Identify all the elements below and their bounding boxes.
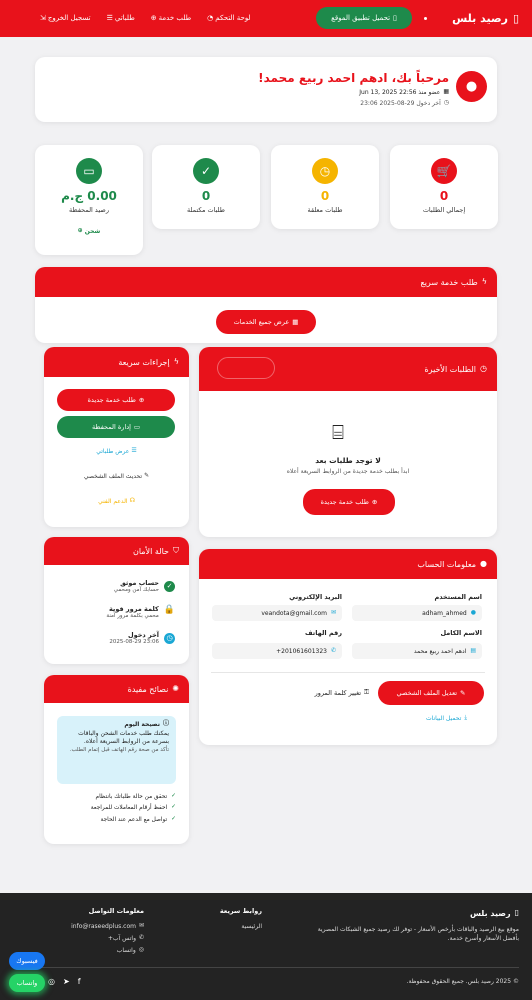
security-header: ⛉ حالة الأمان	[44, 537, 189, 565]
download-data-link[interactable]: ⤓ تحميل البيانات	[425, 714, 467, 722]
clock-icon: ◷	[164, 633, 175, 644]
footer-contact-title: معلومات التواصل	[88, 907, 144, 915]
edit-profile-button[interactable]: ✎ تعديل الملف الشخصي	[378, 681, 484, 705]
security-card	[44, 537, 189, 664]
list-item: ✓ تواصل مع الدعم عند الحاجة	[100, 815, 176, 823]
quick-service-card	[35, 267, 497, 343]
tips-checklist	[91, 794, 176, 823]
clock-icon: ◷	[312, 158, 338, 184]
nav-links	[40, 14, 251, 22]
nav-request-service[interactable]: ⊕ طلب خدمة	[150, 13, 192, 22]
check-circle-icon: ✓	[193, 158, 219, 184]
plus-circle-icon: ⊕	[150, 13, 157, 22]
security-verified: ✓ حساب موثق حسابك آمن ومحمي	[114, 579, 175, 593]
check-circle-icon: ✓	[171, 793, 176, 799]
lightbulb-icon: ✺	[172, 684, 179, 693]
stat-pending-orders: ◷ 0 طلبات معلقة	[271, 145, 379, 229]
footer-links-title: روابط سريعة	[219, 907, 262, 915]
security-last-login: ◷ آخر دخول 23:06 2025-08-29	[109, 631, 175, 645]
stat-total-orders: 🛒 0 إجمالي الطلبات	[390, 145, 498, 229]
floating-facebook-button[interactable]: فيسبوك	[9, 952, 45, 970]
account-info-card	[199, 549, 497, 745]
plus-icon: ⊕	[371, 497, 378, 506]
plus-icon: ⊕	[138, 395, 145, 404]
cart-icon: 🛒	[431, 158, 457, 184]
nav-my-orders[interactable]: ☰ طلباتي	[106, 13, 135, 22]
list-icon: ☰	[131, 447, 137, 454]
username-label: اسم المستخدم	[434, 593, 482, 601]
check-circle-icon: ✓	[171, 815, 176, 822]
username-field: ● adham_ahmed	[352, 605, 482, 621]
user-icon: ●	[465, 79, 478, 94]
shield-icon: ⛉	[173, 546, 179, 555]
action-profile[interactable]: ✎ تحديث الملف الشخصي	[83, 472, 150, 480]
quick-actions-card	[44, 347, 189, 527]
check-circle-icon: ✓	[171, 804, 176, 811]
nav-dot	[424, 17, 427, 20]
phone-field: ✆ +201061601323	[212, 643, 342, 659]
divider	[211, 672, 485, 673]
fullname-field: ▤ ادهم احمد ربيع محمد	[352, 643, 482, 659]
footer-email[interactable]: ✉ info@raseedplus.com	[71, 922, 144, 930]
history-icon: ◷	[480, 364, 487, 373]
footer-brand: ▯ رصيد بلس	[470, 908, 519, 918]
footer	[0, 893, 532, 1000]
user-avatar	[456, 71, 487, 102]
recent-orders-header: ◷ الطلبات الأخيرة	[199, 347, 497, 391]
quick-actions-header: ϟ إجراءات سريعة	[44, 347, 189, 377]
action-wallet[interactable]: ▭ إدارة المحفظة	[57, 416, 175, 438]
footer-whatsapp2[interactable]: ◎ واتساب	[116, 946, 144, 954]
security-password: 🔒 كلمة مرور قوية محمي بكلمة مرور آمنة	[106, 605, 175, 619]
user-icon: ●	[480, 559, 487, 568]
grid-icon: ▦	[292, 317, 299, 326]
envelope-icon: ✉	[330, 609, 336, 616]
phone-icon: ✆	[138, 934, 144, 941]
key-icon: ⚿	[364, 688, 369, 696]
wallet-icon: ▭	[76, 158, 102, 184]
account-info-header: ● معلومات الحساب	[199, 549, 497, 579]
member-since: ▦ عضو منذ Jun 13, 2025 22:56	[359, 88, 449, 96]
mobile-icon: ▯	[393, 13, 397, 22]
plus-icon: ⊕	[77, 227, 83, 234]
user-icon: ●	[470, 609, 476, 616]
user-edit-icon: ✎	[144, 472, 150, 479]
download-app-button[interactable]: ▯ تحميل تطبيق الموقع	[316, 7, 412, 29]
phone-icon: ✆	[330, 647, 336, 654]
telegram-icon[interactable]: ➤	[62, 977, 70, 986]
bolt-icon: ϟ	[481, 277, 487, 286]
social-icons	[48, 977, 81, 986]
list-item: ✓ تحقق من حالة طلباتك بانتظام	[95, 793, 176, 800]
dashboard-icon: ◔	[207, 13, 214, 22]
phone-icon: ▯	[512, 12, 519, 25]
welcome-title: مرحباً بك، ادهم احمد ربيع محمد!	[258, 71, 449, 85]
action-new-service[interactable]: ⊕ طلب خدمة جديدة	[57, 389, 175, 411]
change-password-link[interactable]: ⚿ تغيير كلمة المرور	[314, 688, 369, 697]
phone-icon: ▯	[514, 908, 519, 917]
check-icon: ✓	[164, 581, 175, 592]
stat-completed-orders: ✓ 0 طلبات مكتملة	[152, 145, 260, 229]
facebook-icon[interactable]: f	[77, 977, 81, 986]
last-login: ◷ آخر دخول 29-08-2025 23:06	[360, 99, 449, 107]
nav-dashboard[interactable]: ◔ لوحة التحكم	[207, 13, 251, 22]
footer-home-link[interactable]: الرئيسية	[241, 923, 262, 930]
action-my-orders[interactable]: ☰ عرض طلباتي	[96, 447, 137, 455]
welcome-card	[35, 57, 497, 122]
list-icon: ☰	[106, 13, 113, 22]
whatsapp-icon: ◎	[138, 946, 144, 953]
brand[interactable]: ▯ رصيد بلس	[452, 12, 519, 25]
headset-icon: ☊	[129, 497, 135, 504]
view-all-pill[interactable]	[217, 357, 275, 379]
calendar-icon: ▦	[443, 88, 449, 95]
quick-service-header: ϟ طلب خدمة سريع	[35, 267, 497, 297]
action-support[interactable]: ☊ الدعم الفني	[98, 497, 135, 505]
logout-icon: ⇲	[40, 13, 46, 22]
nav-logout[interactable]: ⇲ تسجيل الخروج	[40, 13, 91, 22]
empty-subtitle: ابدأ بطلب خدمة جديدة من الروابط السريعة أعلاه	[286, 468, 410, 475]
whatsapp-icon[interactable]: ◎	[48, 977, 55, 986]
list-item: ✓ احفظ أرقام المعاملات للمراجعة	[90, 804, 176, 812]
lock-icon: 🔒	[163, 605, 175, 615]
wallet-icon: ▭	[133, 422, 141, 431]
copyright: © 2025 رصيد بلس. جميع الحقوق محفوظة.	[406, 978, 519, 985]
recent-orders-card	[199, 347, 497, 537]
fullname-label: الاسم الكامل	[440, 629, 482, 637]
inbox-icon: ⌸	[332, 420, 344, 444]
pencil-icon: ✎	[460, 688, 466, 697]
tips-header: ✺ نصائح مفيدة	[44, 675, 189, 703]
envelope-icon: ✉	[138, 922, 144, 929]
email-field: ✉ veandota@gmail.com	[212, 605, 342, 621]
recharge-link[interactable]: شحن ⊕	[77, 227, 101, 235]
stat-wallet: ▭ 0.00 ج.م رصيد المحفظة شحن ⊕	[35, 145, 143, 255]
clock-icon: ◷	[443, 99, 449, 106]
new-service-button[interactable]: ⊕ طلب خدمة جديدة	[303, 489, 395, 515]
footer-divider	[13, 967, 519, 968]
view-all-services-button[interactable]: ▦ عرض جميع الخدمات	[216, 310, 316, 334]
empty-title: لا توجد طلبات بعد	[315, 456, 381, 465]
tips-card	[44, 675, 189, 844]
phone-label: رقم الهاتف	[305, 629, 342, 637]
email-label: البريد الإلكتروني	[289, 593, 342, 601]
tip-of-day: ⓘ نصيحة اليوم يمكنك طلب خدمات الشحن والباقات بسرعة من الروابط السريعة أعلاه. تأكد من صحة رقم الهاتف قبل إتمام الطلب.	[57, 716, 176, 784]
bolt-icon: ϟ	[173, 357, 179, 366]
download-icon: ⤓	[464, 714, 467, 721]
footer-whatsapp1[interactable]: ✆ واتس آب+	[107, 934, 144, 942]
info-icon: ⓘ	[162, 720, 169, 727]
floating-whatsapp-button[interactable]: واتساب	[9, 974, 45, 992]
id-card-icon: ▤	[470, 647, 476, 654]
footer-description: موقع بيع الرصيد والباقات بأرخص الأسعار - توفر لك رصيد جميع الشبكات المصرية بأفضل الأسعار وأسرع خدمة.	[317, 926, 519, 942]
top-nav	[0, 0, 532, 37]
